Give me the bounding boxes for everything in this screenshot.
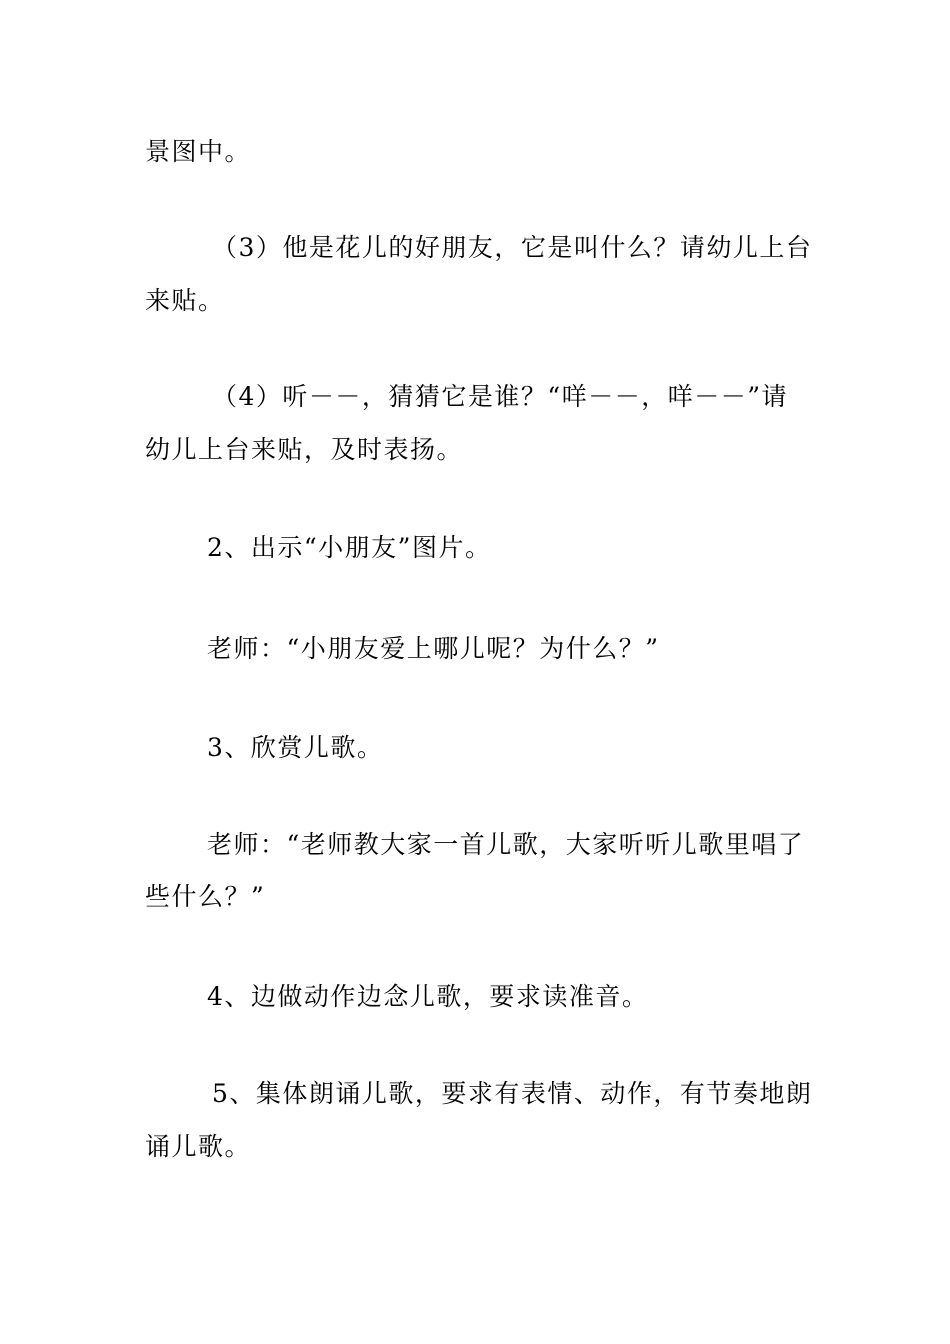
paragraph-line: 老师：“老师教大家一首儿歌，大家听听儿歌里唱了 (207, 830, 805, 859)
paragraph-line: （3）他是花儿的好朋友，它是叫什么？请幼儿上台 (212, 233, 813, 262)
paragraph-line: 景图中。 (145, 137, 252, 166)
paragraph-line: 4、边做动作边念儿歌，要求读准音。 (207, 982, 649, 1011)
paragraph-line: 老师：“小朋友爱上哪儿呢？为什么？” (207, 634, 660, 663)
paragraph-line: 5、集体朗诵儿歌，要求有表情、动作，有节奏地朗 (212, 1079, 813, 1108)
paragraph-line: 3、欣赏儿歌。 (207, 733, 384, 762)
paragraph-line: 些什么？” (145, 882, 266, 911)
paragraph-line: 来贴。 (145, 286, 225, 315)
paragraph-line: 幼儿上台来贴，及时表扬。 (145, 435, 464, 464)
paragraph-line: 诵儿歌。 (145, 1132, 252, 1161)
paragraph-line: （4）听－－，猜猜它是谁？“咩－－，咩－－”请 (212, 382, 788, 411)
paragraph-line: 2、出示“小朋友”图片。 (207, 533, 492, 562)
